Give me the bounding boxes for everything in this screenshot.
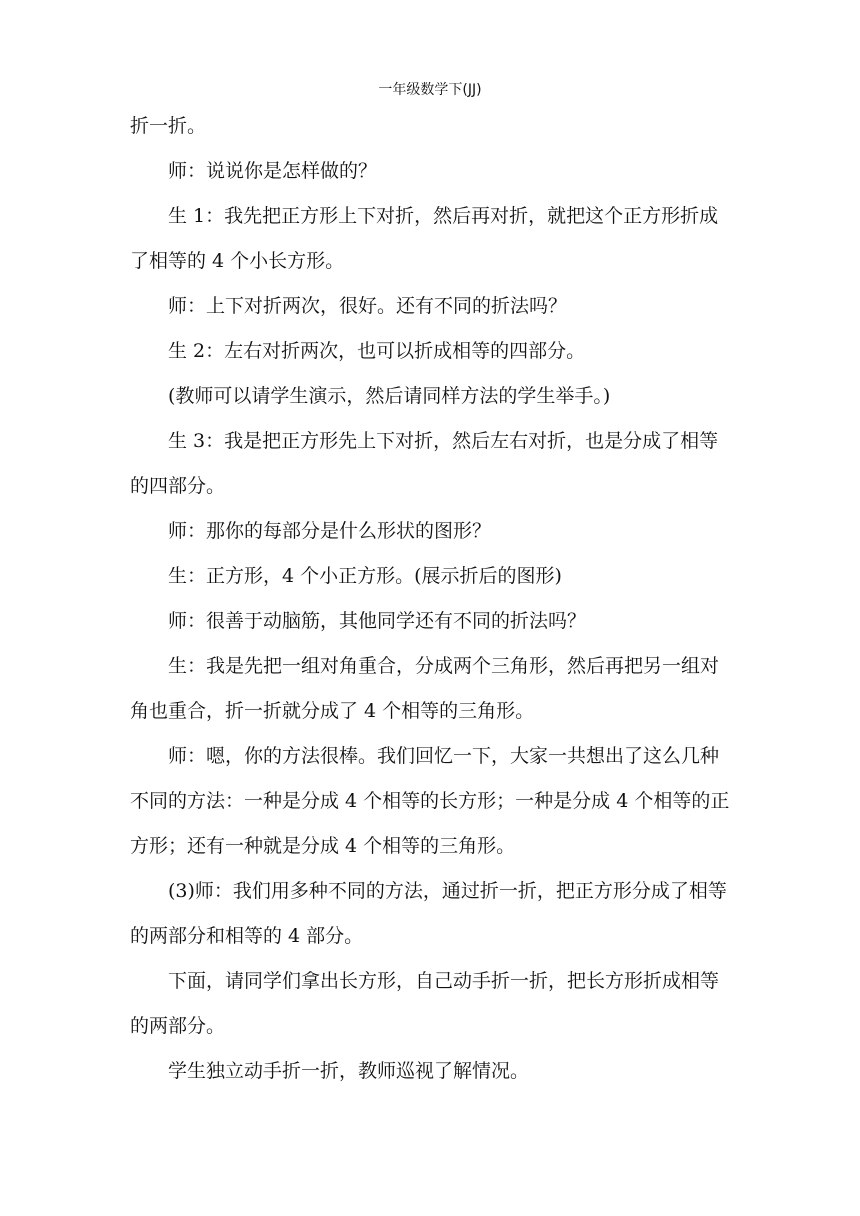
paragraph-note: (教师可以请学生演示，然后请同样方法的学生举手。): [168, 385, 611, 407]
paragraph: 师：说说你是怎样做的？: [168, 160, 378, 182]
paragraph: 生：我是先把一组对角重合，分成两个三角形，然后再把另一组对角也重合，折一折就分成了 4 个相等的三角形。: [130, 655, 720, 722]
paragraph: (3)师：我们用多种不同的方法，通过折一折，把正方形分成了相等的两部分和相等的 4 部分。: [130, 880, 727, 947]
paragraph: 生 3：我是把正方形先上下对折，然后左右对折，也是分成了相等的四部分。: [130, 430, 719, 497]
paragraph: 学生独立动手折一折，教师巡视了解情况。: [168, 1060, 530, 1082]
running-header: 一年级数学下(JJ): [378, 82, 482, 98]
paragraph: 师：那你的每部分是什么形状的图形？: [168, 520, 492, 542]
paragraph: 师：上下对折两次，很好。还有不同的折法吗？: [168, 295, 568, 317]
paragraph: 师：嗯，你的方法很棒。我们回忆一下，大家一共想出了这么几种不同的方法：一种是分成 4 个相等的长方形；一种是分成 4 个相等的正方形；还有一种就是分成 4 个相等的三角形。: [130, 745, 730, 857]
paragraph: 生：正方形，4 个小正方形。(展示折后的图形): [168, 565, 562, 587]
paragraph-continued: 折一折。: [130, 115, 207, 137]
paragraph: 师：很善于动脑筋，其他同学还有不同的折法吗？: [168, 610, 587, 632]
paragraph: 生 1：我先把正方形上下对折，然后再对折，就把这个正方形折成了相等的 4 个小长方形。: [130, 205, 719, 272]
body-text: [130, 104, 732, 1094]
paragraph: 生 2：左右对折两次，也可以折成相等的四部分。: [168, 340, 586, 362]
paragraph: 下面，请同学们拿出长方形，自己动手折一折，把长方形折成相等的两部分。: [130, 970, 720, 1037]
